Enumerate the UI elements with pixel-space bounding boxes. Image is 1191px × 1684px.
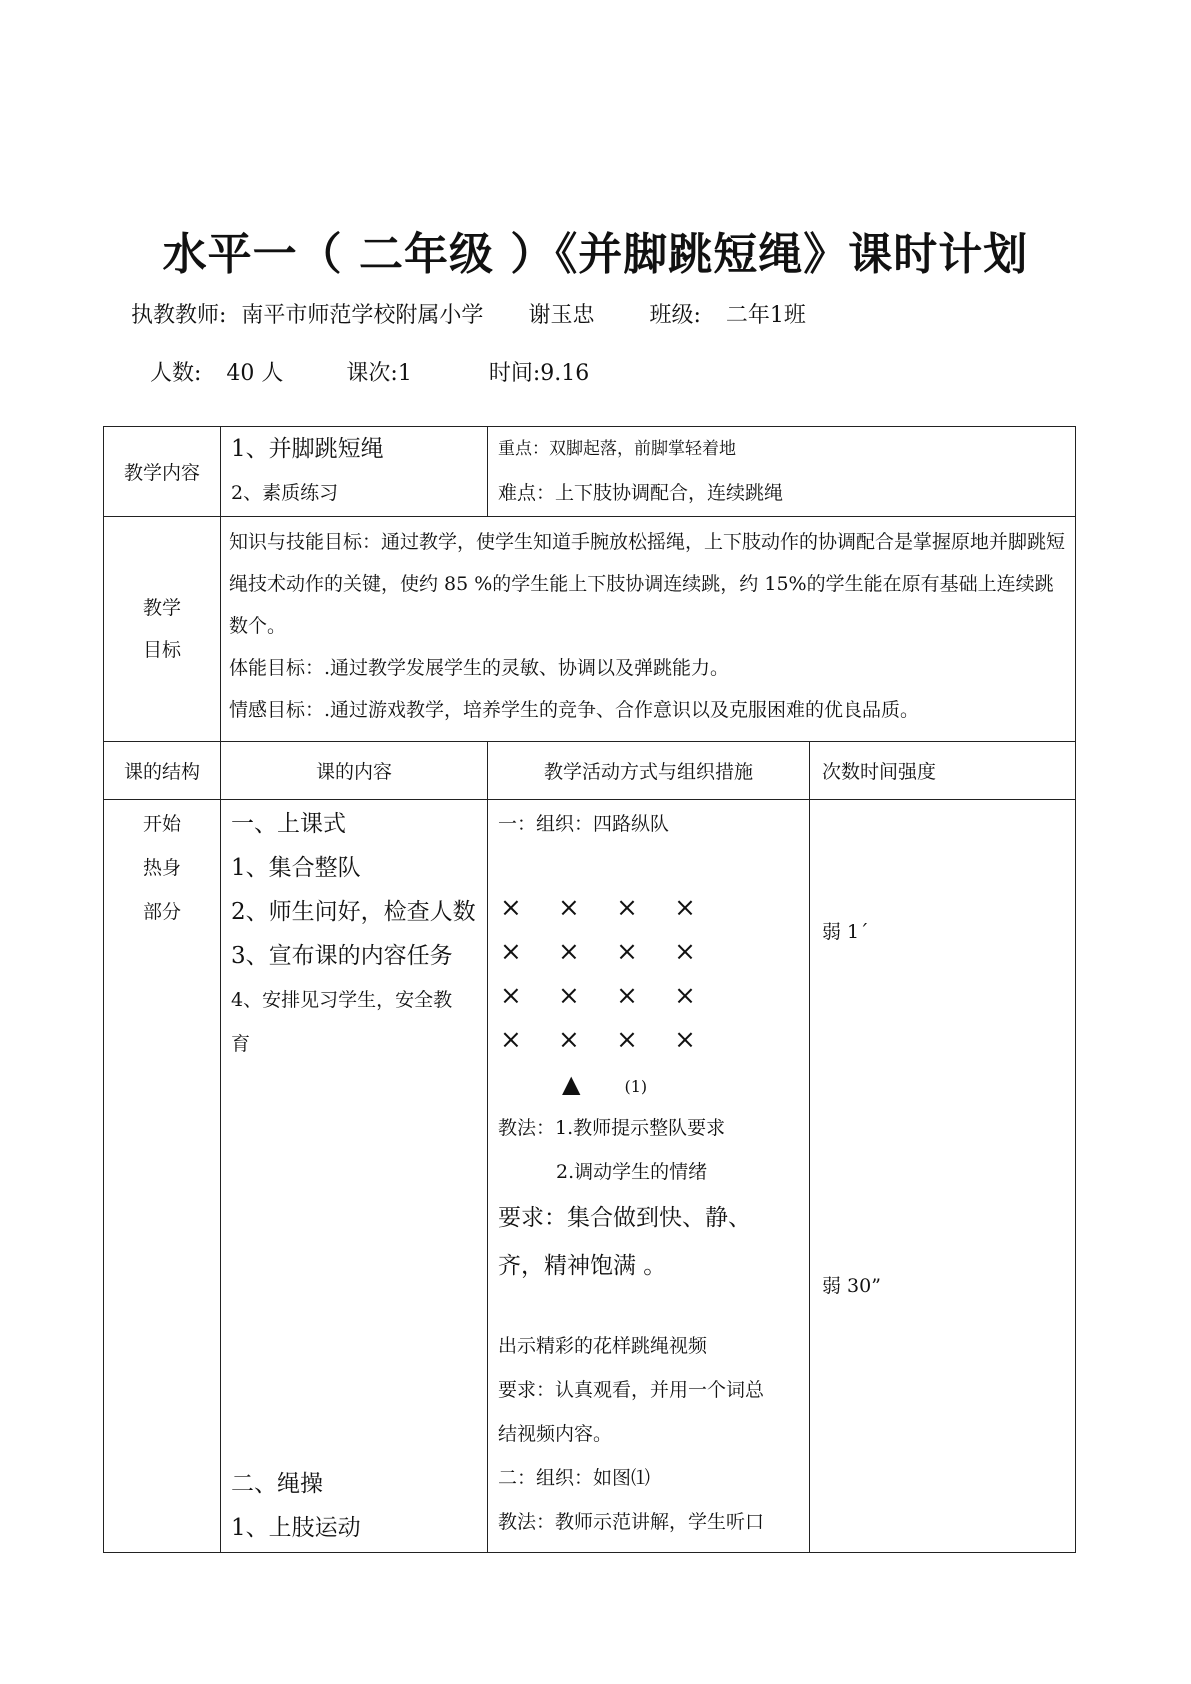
activity-line: 二：组织：如图⑴ — [498, 1467, 651, 1489]
content-item-1: 1、并脚跳短绳 — [231, 436, 384, 462]
activity-line: 一：组织：四路纵队 — [498, 813, 670, 835]
content-items — [221, 427, 488, 517]
activity-line: 2.调动学生的情绪 — [556, 1161, 708, 1183]
lesson-plan-table — [103, 426, 1076, 1553]
goals-row — [104, 517, 1076, 742]
content-cell — [221, 800, 488, 1553]
header-row — [104, 742, 1076, 800]
content-line: 2、师生问好，检查人数 — [231, 899, 476, 925]
teacher-info-line — [131, 298, 806, 329]
difficulty: 难点：上下肢协调配合，连续跳绳 — [498, 482, 784, 504]
intensity-cell — [810, 800, 1076, 1553]
intensity-value: 弱 1´ — [822, 921, 869, 943]
teacher-triangle-icon: ▲ — [562, 1070, 581, 1098]
class-value: 二年1班 — [725, 303, 806, 328]
header-activity: 教学活动方式与组织措施 — [488, 742, 810, 800]
lesson-number: 课次:1 — [346, 361, 412, 386]
content-line: 一、上课式 — [231, 811, 346, 837]
header-structure: 课的结构 — [104, 742, 221, 800]
activity-line: 出示精彩的花样跳绳视频 — [498, 1335, 708, 1357]
content-line: 育 — [231, 1033, 251, 1055]
goals-text — [221, 517, 1076, 742]
figure-label: (1) — [624, 1077, 648, 1096]
activity-line: 要求：认真观看，并用一个词总 — [498, 1379, 765, 1401]
count-value: 40 人 — [226, 361, 284, 386]
content-label: 教学内容 — [104, 427, 221, 517]
formation-row: × × × × — [500, 937, 710, 967]
lesson-info-line — [150, 356, 589, 387]
content-line: 二、绳操 — [231, 1471, 323, 1497]
lesson-time: 时间:9.16 — [488, 361, 590, 386]
activity-line: 结视频内容。 — [498, 1423, 613, 1445]
class-label: 班级: — [649, 303, 701, 328]
key-points — [488, 427, 1076, 517]
intensity-value: 弱 30” — [822, 1275, 881, 1297]
activity-line: 齐，精神饱满 。 — [498, 1253, 667, 1279]
teacher-name: 谢玉忠 — [528, 303, 595, 328]
content-line: 1、集合整队 — [231, 855, 361, 881]
activity-line: 教法：1.教师提示整队要求 — [498, 1117, 726, 1139]
formation-row: × × × × — [500, 1025, 710, 1055]
content-item-2: 2、素质练习 — [231, 482, 339, 504]
physical-goal: 体能目标：.通过教学发展学生的灵敏、协调以及弹跳能力。 — [229, 657, 730, 679]
knowledge-goal: 知识与技能目标：通过教学，使学生知道手腕放松摇绳，上下肢动作的协调配合是掌握原地并脚跳短绳技术动作的关键，使约 85 %的学生能上下肢协调连续跳，约 15%的学生能在原有基础上连续跳数个。 — [229, 531, 1066, 637]
formation-row: × × × × — [500, 893, 710, 923]
activity-cell — [488, 800, 810, 1553]
content-line: 3、宣布课的内容任务 — [231, 943, 453, 969]
content-line: 1、上肢运动 — [231, 1515, 361, 1541]
formation-row: × × × × — [500, 981, 710, 1011]
structure-cell: 开始 热身 部分 — [104, 800, 221, 1553]
content-line: 4、安排见习学生，安全教 — [231, 989, 453, 1011]
emotion-goal: 情感目标：.通过游戏教学，培养学生的竞争、合作意识以及克服困难的优良品质。 — [229, 699, 920, 721]
teacher-marker — [488, 1062, 809, 1106]
activity-line: 教法：教师示范讲解，学生听口 — [498, 1511, 765, 1533]
activity-line: 要求：集合做到快、静、 — [498, 1205, 751, 1231]
page-title: 水平一（ 二年级 ）《并脚跳短绳》课时计划 — [162, 229, 1029, 280]
header-content: 课的内容 — [221, 742, 488, 800]
header-intensity: 次数时间强度 — [810, 742, 1076, 800]
teacher-label: 执教教师: — [131, 303, 227, 328]
school-name: 南平市师范学校附属小学 — [241, 303, 484, 328]
goals-label: 教学 目标 — [104, 517, 221, 742]
count-label: 人数: — [150, 361, 202, 386]
content-row — [104, 427, 1076, 517]
key-point: 重点：双脚起落，前脚掌轻着地 — [498, 439, 736, 459]
warmup-row — [104, 800, 1076, 1553]
